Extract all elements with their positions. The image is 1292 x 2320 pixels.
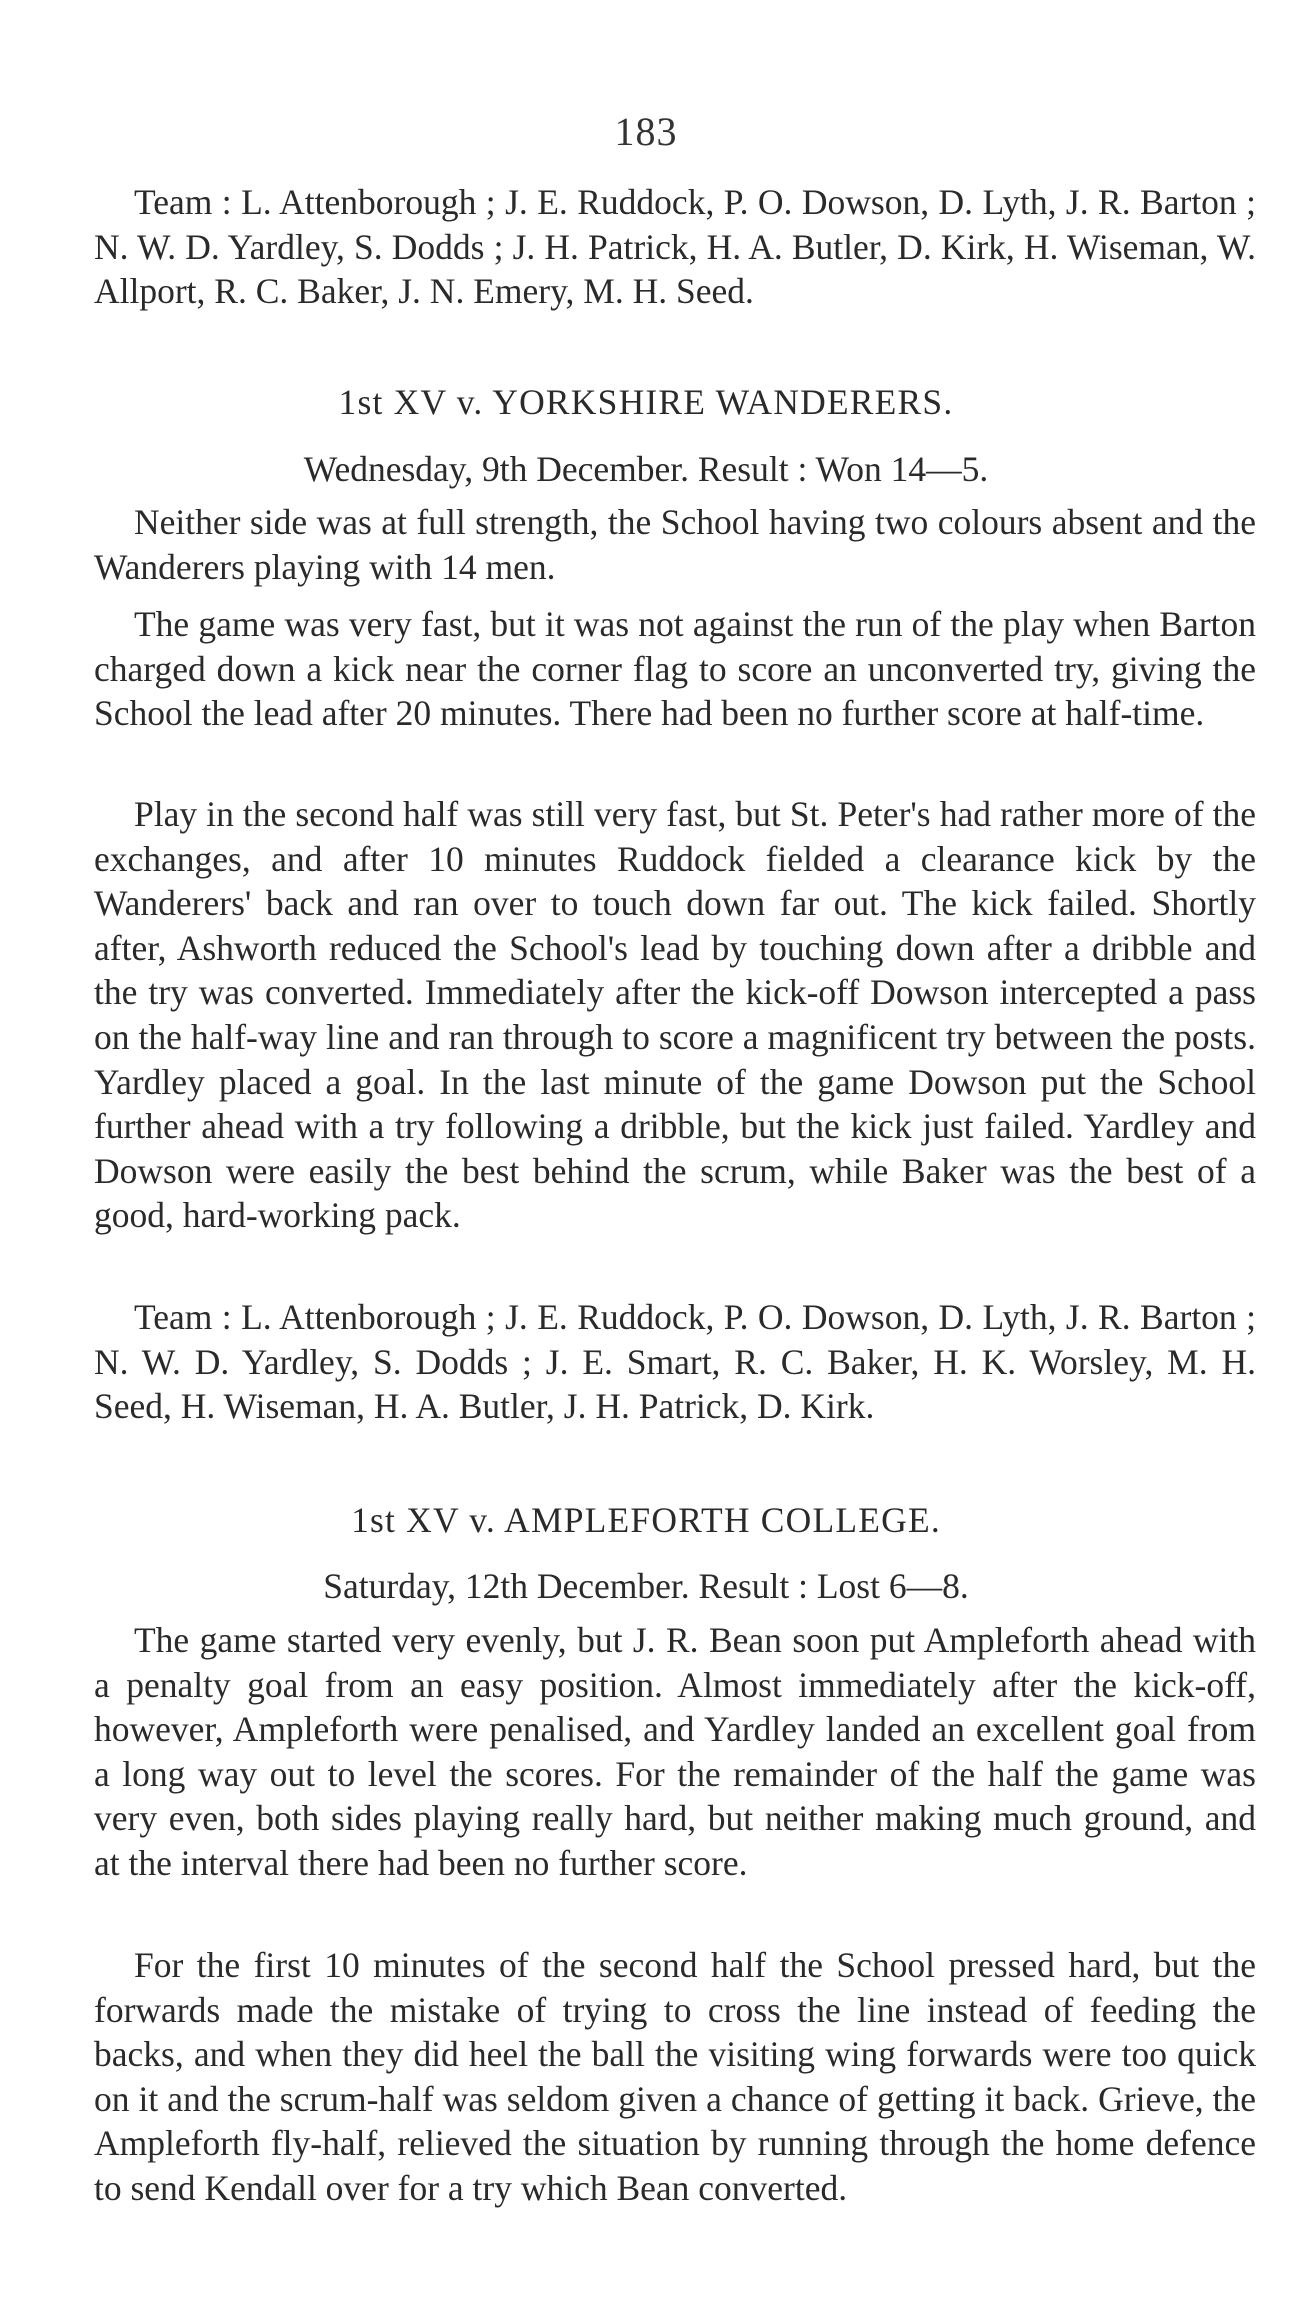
team-paragraph: Team : L. Attenborough ; J. E. Ruddock, P. O. Dowson, D. Lyth, J. R. Barton ; N. W. D. Yardley, S. Dodds ; J. H. Patrick, H. A. Butler, D. Kirk, H. Wiseman, W. Allport, R. C. Baker, J. N. Emery, M. H. Seed. <box>94 182 1256 312</box>
match-report-wanderers-second-half <box>94 792 1256 1238</box>
match-report-ampleforth-first-half <box>94 1618 1256 1886</box>
match-heading-yorkshire-wanderers: 1st XV v. YORKSHIRE WANDERERS. <box>338 382 954 422</box>
team-list-previous-match <box>94 180 1256 314</box>
team-list-yorkshire-wanderers <box>94 1295 1256 1429</box>
match-report-ampleforth-second-half <box>94 1943 1256 2211</box>
match-result-yorkshire-wanderers: Wednesday, 9th December. Result : Won 14—5. <box>303 449 989 489</box>
page-number: 183 <box>614 109 678 154</box>
match-heading-ampleforth-college: 1st XV v. AMPLEFORTH COLLEGE. <box>351 1500 941 1540</box>
team-paragraph: Team : L. Attenborough ; J. E. Ruddock, P. O. Dowson, D. Lyth, J. R. Barton ; N. W. D. Yardley, S. Dodds ; J. E. Smart, R. C. Baker, H. K. Worsley, M. H. Seed, H. Wiseman, H. A. Butler, J. H. Patrick, D. Kirk. <box>94 1297 1256 1427</box>
match-report-wanderers-first-half <box>94 602 1256 736</box>
report-paragraph: Play in the second half was still very fast, but St. Peter's had rather more of the exchanges, and after 10 minutes Ruddock fielded a clearance kick by the Wanderers' back and ran over to touch down far out. The kick failed. Shortly after, Ashworth reduced the School's lead by touching down after a dribble and the try was converted. Immediately after the kick-off Dowson intercepted a pass on the half-way line and ran through to score a magnificent try between the posts. Yardley placed a goal. In the last minute of the game Dowson put the School further ahead with a try following a dribble, but the kick just failed. Yardley and Dowson were easily the best behind the scrum, while Baker was the best of a good, hard-working pack. <box>94 794 1256 1236</box>
report-paragraph: Neither side was at full strength, the School having two colours absent and the Wanderers playing with 14 men. <box>94 502 1256 587</box>
report-paragraph: The game started very evenly, but J. R. Bean soon put Ampleforth ahead with a penalty goal from an easy position. Almost immediately after the kick-off, however, Ampleforth were penalised, and Yardley landed an excellent goal from a long way out to level the scores. For the remainder of the half the game was very even, both sides playing really hard, but neither making much ground, and at the interval there had been no further score. <box>94 1620 1256 1883</box>
match-report-wanderers-intro <box>94 500 1256 589</box>
report-paragraph: The game was very fast, but it was not against the run of the play when Barton charged down a kick near the corner flag to score an unconverted try, giving the School the lead after 20 minutes. There had been no further score at half-time. <box>94 604 1256 734</box>
report-paragraph: For the first 10 minutes of the second half the School pressed hard, but the forwards made the mistake of trying to cross the line instead of feeding the backs, and when they did heel the ball the visiting wing forwards were too quick on it and the scrum-half was seldom given a chance of getting it back. Grieve, the Ampleforth fly-half, relieved the situation by running through the home defence to send Kendall over for a try which Bean converted. <box>94 1945 1256 2208</box>
match-result-ampleforth-college: Saturday, 12th December. Result : Lost 6—8. <box>323 1566 969 1606</box>
